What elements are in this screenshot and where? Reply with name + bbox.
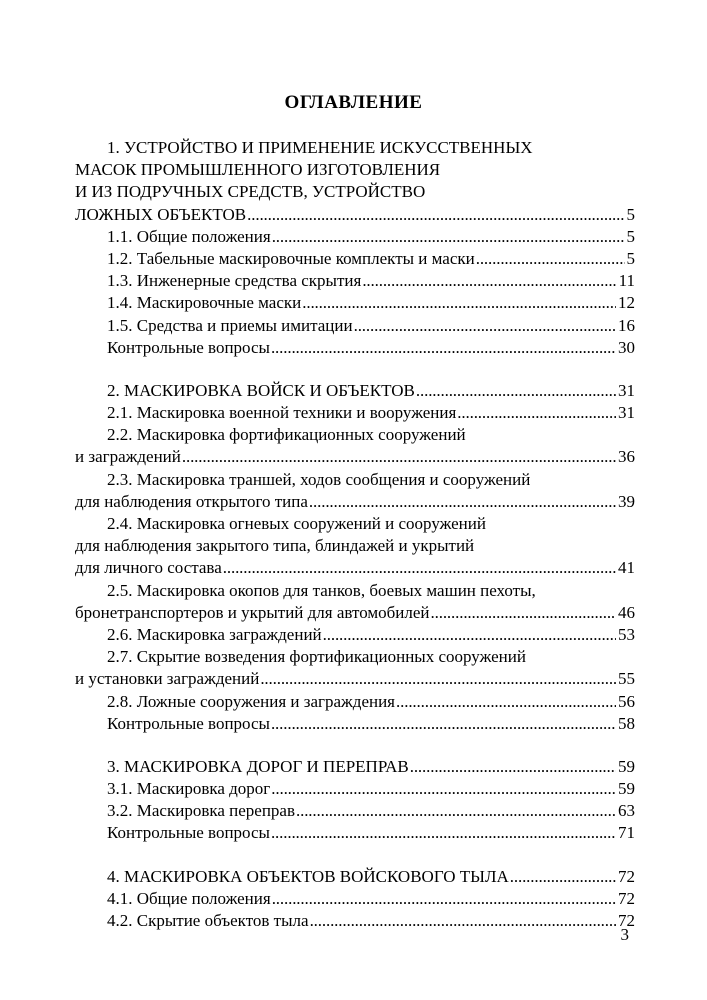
toc-entry[interactable] — [75, 181, 635, 203]
dot-leader — [260, 668, 616, 690]
toc-entry[interactable] — [75, 491, 635, 513]
toc-entry[interactable] — [75, 778, 635, 800]
dot-leader — [271, 778, 616, 800]
dot-leader — [302, 292, 616, 314]
section-gap — [75, 359, 635, 380]
toc-entry-text: МАСОК ПРОМЫШЛЕННОГО ИЗГОТОВЛЕНИЯ — [75, 160, 441, 180]
toc-entry-text: 2.5. Маскировка окопов для танков, боевых машин пехоты, — [107, 580, 536, 600]
dot-leader — [431, 602, 616, 624]
dot-leader — [271, 337, 616, 359]
toc-entry-page: 71 — [618, 823, 635, 843]
dot-leader — [396, 691, 616, 713]
toc-entry-text: 4.1. Общие положения — [107, 888, 271, 908]
toc-entry-page: 16 — [618, 315, 635, 335]
toc-entry-page: 53 — [618, 624, 635, 644]
toc-entry[interactable] — [75, 402, 635, 424]
toc-entry[interactable] — [75, 380, 635, 402]
toc-entry-text: ЛОЖНЫХ ОБЪЕКТОВ — [75, 204, 247, 224]
toc-entry-page: 11 — [618, 271, 635, 291]
toc-entry-page: 41 — [618, 558, 635, 578]
toc-entry[interactable] — [75, 668, 635, 690]
toc-entry[interactable] — [75, 446, 635, 468]
toc-entry-text: Контрольные вопросы — [107, 337, 270, 357]
table-of-contents — [75, 137, 635, 932]
toc-entry[interactable] — [75, 800, 635, 822]
dot-leader — [309, 491, 616, 513]
toc-entry[interactable] — [75, 624, 635, 646]
dot-leader — [182, 446, 616, 468]
dot-leader — [323, 624, 616, 646]
section-gap — [75, 845, 635, 866]
toc-entry-text: 2.1. Маскировка военной техники и вооружения — [107, 403, 457, 423]
toc-entry[interactable] — [75, 756, 635, 778]
toc-entry[interactable] — [75, 713, 635, 735]
toc-entry-text: 2.6. Маскировка заграждений — [107, 624, 322, 644]
toc-entry[interactable] — [75, 204, 635, 226]
toc-entry[interactable] — [75, 910, 635, 932]
toc-entry[interactable] — [75, 137, 635, 159]
toc-entry-text: Контрольные вопросы — [107, 713, 270, 733]
dot-leader — [271, 822, 616, 844]
page-title: ОГЛАВЛЕНИЕ — [284, 92, 423, 113]
toc-section — [75, 380, 635, 735]
dot-leader — [510, 866, 616, 888]
toc-entry-text: 1.2. Табельные маскировочные комплекты и маски — [107, 248, 475, 268]
toc-entry-page: 63 — [618, 801, 635, 821]
toc-entry-text: 2.7. Скрытие возведения фортификационных сооружений — [107, 647, 526, 667]
toc-entry[interactable] — [75, 866, 635, 888]
toc-entry-text: И ИЗ ПОДРУЧНЫХ СРЕДСТВ, УСТРОЙСТВО — [75, 182, 426, 202]
toc-entry-text: и заграждений — [75, 447, 181, 467]
toc-entry-text: 1.5. Средства и приемы имитации — [107, 315, 353, 335]
toc-entry[interactable] — [75, 602, 635, 624]
toc-entry[interactable] — [75, 646, 635, 668]
toc-entry-page: 72 — [618, 866, 635, 886]
toc-entry-text: 2.2. Маскировка фортификационных сооружений — [107, 425, 466, 445]
toc-entry-page: 72 — [618, 888, 635, 908]
toc-entry-page: 59 — [618, 756, 635, 776]
dot-leader — [272, 226, 625, 248]
toc-entry-text: для наблюдения открытого типа — [75, 491, 308, 511]
toc-entry[interactable] — [75, 226, 635, 248]
dot-leader — [410, 756, 616, 778]
toc-entry-text: 4.2. Скрытие объектов тыла — [107, 911, 309, 930]
toc-entry[interactable] — [75, 513, 635, 535]
toc-entry-text: Контрольные вопросы — [107, 823, 270, 843]
toc-entry-text: 1.4. Маскировочные маски — [107, 293, 302, 313]
toc-entry-page: 31 — [618, 403, 635, 423]
dot-leader — [354, 315, 616, 337]
dot-leader — [271, 713, 616, 735]
toc-entry[interactable] — [75, 315, 635, 337]
toc-entry-text: 4. МАСКИРОВКА ОБЪЕКТОВ ВОЙСКОВОГО ТЫЛА — [107, 866, 509, 886]
dot-leader — [247, 204, 624, 226]
toc-entry[interactable] — [75, 557, 635, 579]
toc-entry-text: 1. УСТРОЙСТВО И ПРИМЕНЕНИЕ ИСКУССТВЕННЫХ — [107, 138, 533, 157]
dot-leader — [416, 380, 616, 402]
toc-entry-text: 2.3. Маскировка траншей, ходов сообщения и сооружений — [107, 469, 531, 489]
dot-leader — [310, 910, 616, 932]
toc-entry-page: 36 — [618, 447, 635, 467]
toc-entry-text: 2.8. Ложные сооружения и заграждения — [107, 691, 396, 711]
toc-entry-text: и установки заграждений — [75, 669, 260, 689]
toc-entry-text: для наблюдения закрытого типа, блиндажей и укрытий — [75, 536, 475, 556]
toc-entry[interactable] — [75, 337, 635, 359]
dot-leader — [362, 270, 616, 292]
toc-entry-page: 31 — [618, 380, 635, 400]
dot-leader — [476, 248, 625, 270]
toc-entry[interactable] — [75, 580, 635, 602]
toc-section — [75, 866, 635, 933]
toc-entry[interactable] — [75, 248, 635, 270]
toc-entry-text: 3.1. Маскировка дорог — [107, 779, 271, 799]
toc-section — [75, 137, 635, 359]
toc-entry-page: 72 — [618, 911, 635, 930]
toc-section — [75, 756, 635, 845]
toc-entry-page: 39 — [618, 491, 635, 511]
toc-entry[interactable] — [75, 270, 635, 292]
toc-entry-page: 5 — [626, 204, 635, 224]
toc-entry-page: 59 — [618, 779, 635, 799]
toc-entry-text: 3.2. Маскировка переправ — [107, 801, 295, 821]
toc-entry-page: 58 — [618, 713, 635, 733]
dot-leader — [223, 557, 616, 579]
toc-entry-text: 1.3. Инженерные средства скрытия — [107, 271, 362, 291]
toc-entry[interactable] — [75, 822, 635, 844]
toc-entry-text: 2. МАСКИРОВКА ВОЙСК И ОБЪЕКТОВ — [107, 380, 415, 400]
dot-leader — [272, 888, 616, 910]
toc-entry-text: для личного состава — [75, 558, 222, 578]
toc-entry[interactable] — [75, 424, 635, 446]
page-number: 3 — [620, 925, 629, 944]
toc-entry-text: 1.1. Общие положения — [107, 226, 271, 246]
toc-entry-page: 5 — [626, 248, 635, 268]
toc-entry-text: бронетранспортеров и укрытий для автомобилей — [75, 602, 430, 622]
toc-entry[interactable] — [75, 292, 635, 314]
section-gap — [75, 735, 635, 756]
toc-entry-text: 3. МАСКИРОВКА ДОРОГ И ПЕРЕПРАВ — [107, 756, 409, 776]
toc-entry-page: 56 — [618, 691, 635, 711]
toc-entry[interactable] — [75, 691, 635, 713]
toc-entry[interactable] — [75, 469, 635, 491]
toc-entry[interactable] — [75, 535, 635, 557]
dot-leader — [457, 402, 616, 424]
toc-entry-page: 55 — [618, 669, 635, 689]
dot-leader — [296, 800, 616, 822]
toc-entry-page: 12 — [618, 293, 635, 313]
toc-entry[interactable] — [75, 888, 635, 910]
toc-entry-page: 46 — [618, 602, 635, 622]
toc-entry-page: 30 — [618, 337, 635, 357]
toc-entry[interactable] — [75, 159, 635, 181]
toc-entry-text: 2.4. Маскировка огневых сооружений и сооружений — [107, 514, 486, 533]
toc-entry-page: 5 — [626, 226, 635, 246]
